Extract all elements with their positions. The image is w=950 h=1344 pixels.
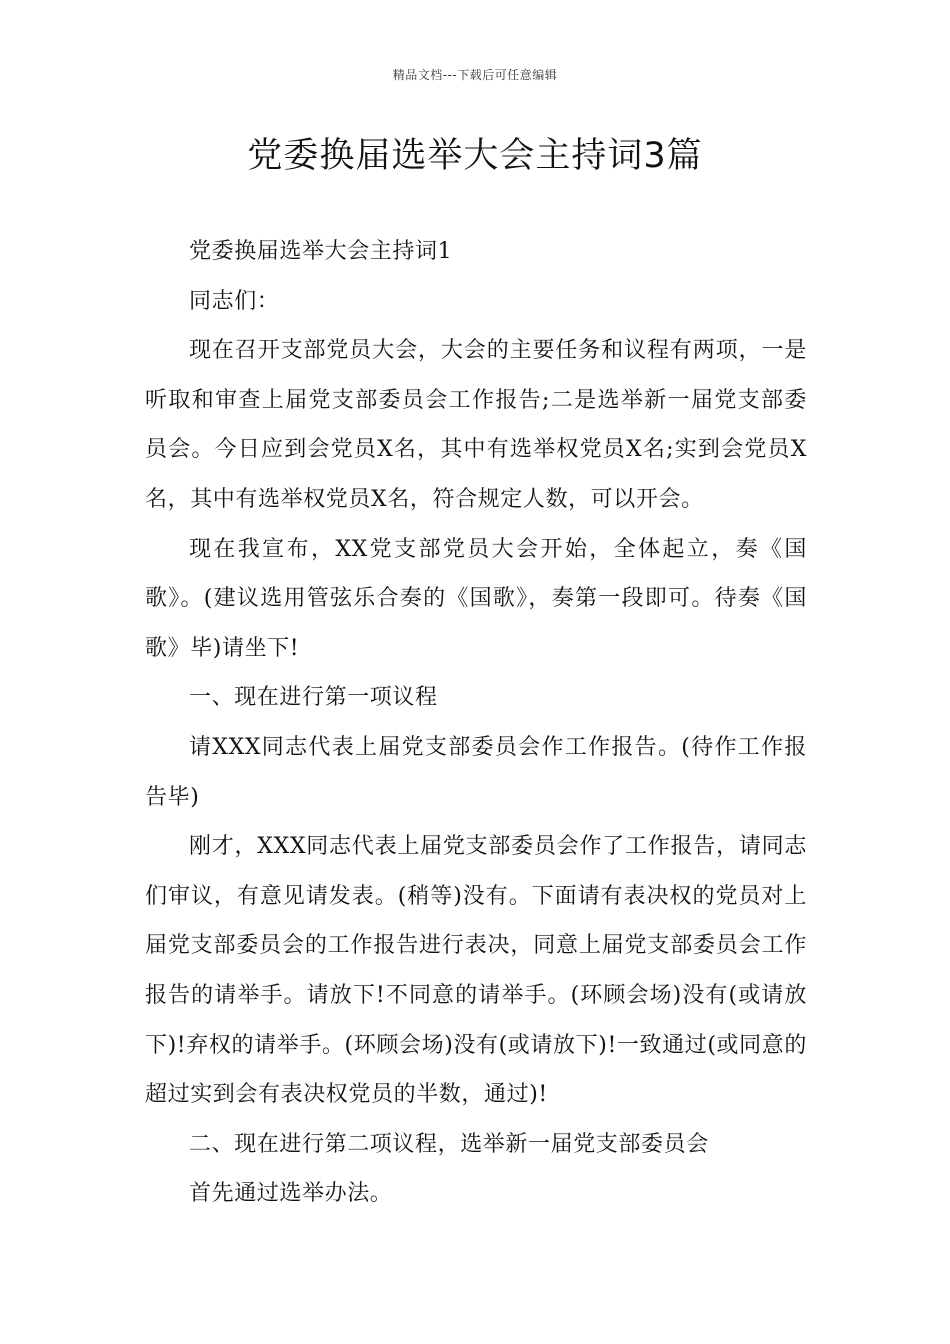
section-heading: 一、现在进行第一项议程: [189, 685, 438, 711]
paragraph: 刚才，XXX同志代表上届党支部委员会作了工作报告，请同志们审议，有意见请发表。(稍等)没有。下面请有表决权的党员对上届党支部委员会的工作报告进行表决，同意上届党支部委员会工作报告的请举手。请放下!不同意的请举手。(环顾会场)没有(或请放下)!弃权的请举手。(环顾会场)没有(或请放下)!一致通过(或同意的超过实到会有表决权党员的半数，通过)!: [145, 834, 807, 1108]
document-title: 党委换届选举大会主持词3篇: [247, 136, 703, 176]
section-heading: 二、现在进行第二项议程，选举新一届党支部委员会: [189, 1131, 709, 1157]
paragraph-greeting: 同志们：: [189, 288, 280, 314]
paragraph: 首先通过选举办法。: [189, 1181, 393, 1207]
paragraph-subtitle: 党委换届选举大会主持词1: [189, 239, 453, 264]
document-body: [145, 227, 807, 1219]
paragraph: 现在召开支部党员大会，大会的主要任务和议程有两项，一是听取和审查上届党支部委员会工作报告;二是选举新一届党支部委员会。今日应到会党员X名，其中有选举权党员X名;实到会党员X名，其中有选举权党员X名，符合规定人数，可以开会。: [145, 338, 807, 512]
header-note: 精品文档---下载后可任意编辑: [392, 68, 558, 82]
paragraph: 请XXX同志代表上届党支部委员会作工作报告。(待作工作报告毕): [145, 734, 807, 810]
paragraph: 现在我宣布，XX党支部党员大会开始，全体起立，奏《国歌》。(建议选用管弦乐合奏的《国歌》，奏第一段即可。待奏《国歌》毕)请坐下!: [145, 536, 807, 661]
